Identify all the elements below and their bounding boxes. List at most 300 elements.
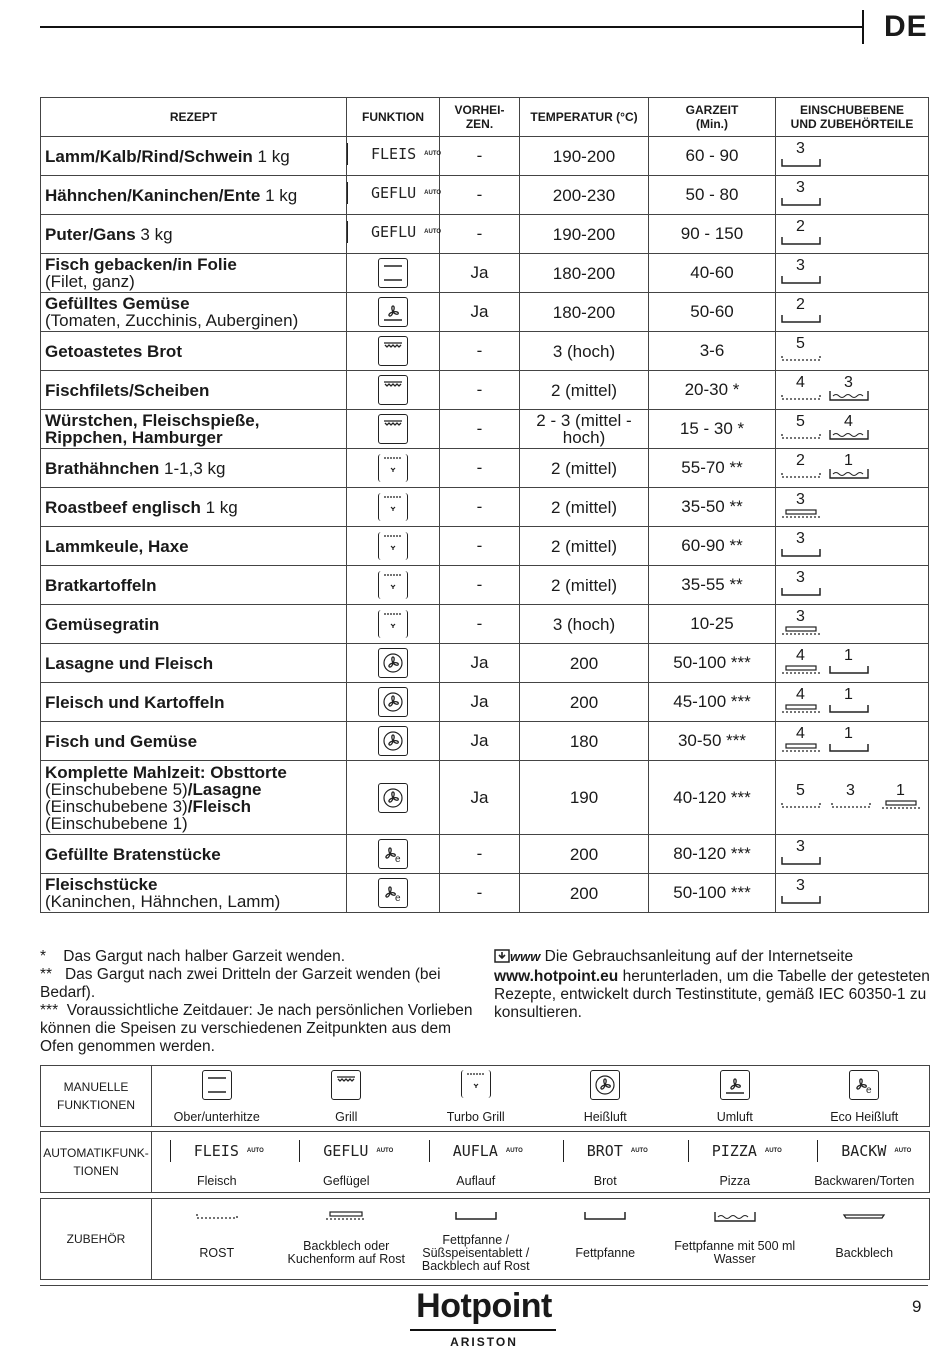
shelf-level: 3 — [796, 140, 805, 157]
time-cell: 60-90 ** — [649, 527, 776, 566]
grill-icon — [378, 336, 408, 366]
time-cell: 50 - 80 — [649, 176, 776, 215]
recipe-name: Lammkeule, Haxe — [45, 536, 189, 556]
function-cell — [347, 215, 440, 254]
download-icon — [494, 949, 510, 968]
legend-manual — [40, 1065, 930, 1127]
accessory-water-icon — [670, 1211, 800, 1223]
preheat-cell: - — [440, 874, 520, 913]
recipe-name: Gemüsegratin — [45, 614, 160, 634]
legend-label: Pizza — [719, 1174, 751, 1188]
auto-code: FLEIS — [193, 1142, 239, 1160]
recipe-cell — [41, 527, 347, 566]
shelf-level: 3 — [846, 781, 855, 799]
time-cell: 40-120 *** — [649, 761, 776, 835]
legend-item — [670, 1066, 800, 1126]
legend-label: Auflauf — [456, 1174, 496, 1188]
legend-item — [541, 1132, 671, 1192]
function-cell — [347, 874, 440, 913]
table-row — [41, 137, 929, 176]
legend-label: Fettpfanne — [575, 1245, 636, 1260]
time-cell: 60 - 90 — [649, 137, 776, 176]
function-cell — [347, 566, 440, 605]
shelf-diagram — [776, 875, 928, 911]
legend-item — [541, 1199, 671, 1279]
shelf-level: 3 — [796, 257, 805, 274]
legend-label: ROST — [199, 1245, 235, 1260]
table-row — [41, 449, 929, 488]
auto-tag: AUTO — [424, 150, 442, 157]
recipe-cell — [41, 137, 347, 176]
shelf-level: 3 — [796, 569, 805, 586]
recipe-cell — [41, 332, 347, 371]
shelf-level: 3 — [796, 608, 805, 625]
shelf-diagram — [776, 567, 928, 603]
col-rezept: REZEPT — [41, 98, 347, 137]
svg-text:e: e — [395, 854, 401, 865]
auto-tag: AUTO — [505, 1148, 523, 1154]
col-temperatur: TEMPERATUR (°C) — [520, 98, 649, 137]
time-cell: 50-100 *** — [649, 874, 776, 913]
shelf-level: 1 — [896, 781, 905, 799]
recipe-cell — [41, 215, 347, 254]
recipe-weight: 1-1,3 kg — [159, 458, 226, 478]
auto-program-icon — [299, 1140, 393, 1162]
accessory-backrost-icon — [282, 1211, 412, 1221]
bracket-icon — [299, 1140, 303, 1162]
shelf-level: 1 — [844, 686, 853, 703]
legend-label: Backblech oder Kuchenform auf Rost — [287, 1239, 405, 1266]
table-row — [41, 293, 929, 332]
recipe-name: Bratkartoffeln — [45, 575, 157, 595]
shelf-diagram — [776, 528, 928, 564]
recipe-name: Roastbeef englisch — [45, 497, 201, 517]
auto-tag: AUTO — [424, 189, 442, 196]
temperature-cell: 200 — [520, 683, 649, 722]
turbo-grill-icon — [378, 610, 408, 638]
legend-item — [541, 1066, 671, 1126]
recipe-name: Hähnchen/Kaninchen/Ente — [45, 185, 261, 205]
preheat-cell: Ja — [440, 293, 520, 332]
preheat-cell: - — [440, 332, 520, 371]
recipe-detail: (Einschubebene 1) — [45, 813, 188, 833]
www-tag: www — [510, 949, 541, 964]
header-rule — [40, 26, 862, 28]
auto-tag: AUTO — [764, 1148, 782, 1154]
time-cell: 20-30 * — [649, 371, 776, 410]
table-row — [41, 215, 929, 254]
shelf-level: 5 — [796, 413, 805, 430]
table-row — [41, 176, 929, 215]
temperature-cell: 2 - 3 (mittel - hoch) — [520, 410, 649, 449]
time-cell: 10-25 — [649, 605, 776, 644]
function-cell — [347, 410, 440, 449]
recipe-name: Komplette Mahlzeit: Obsttorte — [45, 762, 287, 782]
grill-icon — [378, 414, 408, 444]
legend-label: Turbo Grill — [446, 1110, 505, 1124]
temperature-cell: 3 (hoch) — [520, 605, 649, 644]
temperature-cell: 2 (mittel) — [520, 488, 649, 527]
auto-tag: AUTO — [630, 1148, 648, 1154]
shelf-level: 3 — [796, 838, 805, 855]
legend-label: Brot — [593, 1174, 617, 1188]
shelf-diagram — [776, 294, 928, 330]
shelf-diagram — [776, 489, 928, 525]
legend-item — [152, 1132, 282, 1192]
recipe-name: Fleischstücke — [45, 875, 158, 894]
legend-item — [411, 1066, 541, 1126]
shelf-diagram — [776, 177, 928, 213]
recipe-cell — [41, 874, 347, 913]
shelf-cell — [776, 761, 929, 835]
shelf-level: 4 — [796, 686, 805, 703]
table-row — [41, 527, 929, 566]
time-cell: 50-100 *** — [649, 644, 776, 683]
shelf-level: 4 — [796, 374, 805, 391]
shelf-cell — [776, 644, 929, 683]
preheat-cell: - — [440, 371, 520, 410]
convection-icon — [720, 1070, 750, 1100]
recipe-cell — [41, 683, 347, 722]
time-cell: 90 - 150 — [649, 215, 776, 254]
recipe-name: Würstchen, Fleischspieße, Rippchen, Hamburger — [45, 411, 260, 447]
auto-tag: AUTO — [376, 1148, 394, 1154]
auto-program-icon — [429, 1140, 523, 1162]
preheat-cell: Ja — [440, 761, 520, 835]
legend-label: Backwaren/Torten — [814, 1174, 915, 1188]
preheat-cell: - — [440, 527, 520, 566]
recipe-name: Fleisch und Kartoffeln — [45, 692, 225, 712]
legend-label: Backblech — [835, 1245, 894, 1260]
preheat-cell: - — [440, 488, 520, 527]
temperature-cell: 180 — [520, 722, 649, 761]
legend-item — [670, 1132, 800, 1192]
shelf-cell — [776, 176, 929, 215]
auto-program-icon — [170, 1140, 264, 1162]
shelf-cell — [776, 293, 929, 332]
recipe-cell — [41, 566, 347, 605]
function-cell — [347, 683, 440, 722]
function-cell — [347, 488, 440, 527]
shelf-level: 5 — [796, 335, 805, 352]
preheat-cell: - — [440, 137, 520, 176]
accessory-sheet-icon — [800, 1211, 930, 1221]
recipe-cell — [41, 761, 347, 835]
footnote-3: *** Voraussichtliche Zeitdauer: Je nach persönlichen Vorlieben können die Speisen zu verschiedenen Zeitpunkten aus dem Ofen genommen werden. — [40, 1002, 477, 1055]
recipe-name: Brathähnchen — [45, 458, 160, 478]
footnote-1: * Das Gargut nach halber Garzeit wenden. — [40, 948, 345, 965]
turbo-grill-icon — [461, 1070, 491, 1098]
auto-tag: AUTO — [894, 1148, 912, 1154]
shelf-level: 3 — [844, 374, 853, 391]
recipe-weight: 1 kg — [200, 497, 238, 517]
bracket-icon — [817, 1140, 821, 1162]
shelf-level: 4 — [796, 725, 805, 742]
function-cell — [347, 722, 440, 761]
auto-code: BACKW — [841, 1142, 887, 1160]
shelf-cell — [776, 488, 929, 527]
shelf-diagram — [776, 411, 928, 447]
preheat-cell: - — [440, 605, 520, 644]
auto-program-icon — [563, 1140, 648, 1162]
brand-logo: Hotpoint — [416, 1287, 552, 1325]
table-row — [41, 874, 929, 913]
footnotes — [40, 948, 480, 1056]
legend-item — [282, 1132, 412, 1192]
shelf-diagram — [776, 372, 928, 408]
preheat-cell: - — [440, 835, 520, 874]
recipe-cell — [41, 293, 347, 332]
recipe-cell — [41, 644, 347, 683]
footnote-2: ** Das Gargut nach zwei Dritteln der Garzeit wenden (bei Bedarf). — [40, 966, 445, 1001]
legend-auto — [40, 1131, 930, 1193]
legend-label: Fettpfanne mit 500 ml Wasser — [674, 1239, 796, 1266]
recipe-cell — [41, 371, 347, 410]
legend-item — [152, 1066, 282, 1126]
auto-program-icon — [347, 221, 441, 243]
auto-code: AUFLA — [452, 1142, 498, 1160]
time-cell: 35-50 ** — [649, 488, 776, 527]
shelf-level: 3 — [796, 530, 805, 547]
table-row — [41, 722, 929, 761]
turbo-grill-icon — [378, 571, 408, 599]
legend-label: Eco Heißluft — [830, 1110, 899, 1124]
recipe-name: Puter/Gans — [45, 224, 136, 244]
shelf-diagram — [776, 645, 928, 681]
auto-code: FLEIS — [371, 144, 417, 163]
recipe-weight: 1 kg — [252, 146, 290, 166]
fan-heat-icon — [378, 726, 408, 756]
shelf-diagram — [776, 333, 928, 369]
shelf-level: 4 — [844, 413, 853, 430]
recipe-detail: (Einschubebene 3) — [45, 796, 188, 816]
shelf-diagram — [776, 606, 928, 642]
legend-label: Geflügel — [322, 1174, 370, 1188]
recipe-name: Gefülltes Gemüse — [45, 294, 190, 313]
recipe-detail: (Kaninchen, Hähnchen, Lamm) — [45, 892, 281, 911]
preheat-cell: - — [440, 410, 520, 449]
temperature-cell: 2 (mittel) — [520, 449, 649, 488]
table-row — [41, 254, 929, 293]
auto-tag: AUTO — [424, 228, 442, 235]
recipe-cell — [41, 449, 347, 488]
shelf-cell — [776, 215, 929, 254]
shelf-diagram — [776, 450, 928, 486]
table-row — [41, 761, 929, 835]
shelf-level: 2 — [796, 296, 805, 313]
fan-heat-icon — [590, 1070, 620, 1100]
web-rest: herunterladen, um die Tabelle der getesteten Rezepte, entwickelt durch Testinstitute, gemäß IEC 60350-1 zu konsultieren. — [494, 968, 930, 1021]
table-row — [41, 605, 929, 644]
temperature-cell: 2 (mittel) — [520, 566, 649, 605]
preheat-cell: - — [440, 449, 520, 488]
col-einschub: EINSCHUBEBENE UND ZUBEHÖRTEILE — [776, 98, 929, 137]
recipe-cell — [41, 254, 347, 293]
function-cell — [347, 527, 440, 566]
function-cell — [347, 332, 440, 371]
table-row — [41, 644, 929, 683]
temperature-cell: 2 (mittel) — [520, 371, 649, 410]
recipe-detail: (Tomaten, Zucchinis, Auberginen) — [45, 311, 299, 330]
table-row — [41, 566, 929, 605]
shelf-level: 1 — [844, 725, 853, 742]
time-cell: 40-60 — [649, 254, 776, 293]
eco-fan-icon — [378, 839, 408, 869]
table-header-row — [41, 98, 929, 137]
recipe-name: Fischfilets/Scheiben — [45, 380, 210, 400]
col-funktion: FUNKTION — [347, 98, 440, 137]
preheat-cell: Ja — [440, 254, 520, 293]
function-cell — [347, 176, 440, 215]
legend-label: Fettpfanne / Süßspeisentablett / Backblech auf Rost — [421, 1232, 530, 1273]
recipe-table — [40, 97, 929, 913]
preheat-cell: - — [440, 215, 520, 254]
legend-item — [152, 1199, 282, 1279]
legend-label: Ober/unterhitze — [173, 1110, 260, 1124]
temperature-cell: 190-200 — [520, 137, 649, 176]
temperature-cell: 190 — [520, 761, 649, 835]
recipe-weight: 1 kg — [260, 185, 298, 205]
page-number: 9 — [912, 1297, 922, 1316]
eco-fan-icon — [378, 878, 408, 908]
shelf-level: 1 — [844, 647, 853, 664]
shelf-cell — [776, 683, 929, 722]
time-cell: 80-120 *** — [649, 835, 776, 874]
turbo-grill-icon — [378, 493, 408, 521]
time-cell: 3-6 — [649, 332, 776, 371]
web-url[interactable]: www.hotpoint.eu — [494, 968, 619, 985]
time-cell: 15 - 30 * — [649, 410, 776, 449]
legend-item — [282, 1199, 412, 1279]
legend-label: Heißluft — [583, 1110, 627, 1124]
function-cell — [347, 835, 440, 874]
shelf-diagram — [776, 216, 928, 252]
auto-program-icon — [347, 143, 441, 165]
legend-label: Grill — [335, 1110, 358, 1124]
bracket-icon — [347, 221, 351, 243]
table-row — [41, 683, 929, 722]
shelf-cell — [776, 874, 929, 913]
legend-item — [411, 1132, 541, 1192]
auto-code: GEFLU — [371, 222, 417, 241]
bracket-icon — [688, 1140, 692, 1162]
table-row — [41, 835, 929, 874]
bracket-icon — [347, 182, 351, 204]
turbo-grill-icon — [378, 454, 408, 482]
auto-code: GEFLU — [371, 183, 417, 202]
shelf-cell — [776, 835, 929, 874]
shelf-diagram — [776, 684, 928, 720]
preheat-cell: - — [440, 176, 520, 215]
shelf-cell — [776, 137, 929, 176]
legend-item — [800, 1066, 930, 1126]
recipe-name: Fisch und Gemüse — [45, 731, 198, 751]
fan-heat-icon — [378, 648, 408, 678]
auto-program-icon — [347, 182, 441, 204]
convection-icon — [378, 297, 408, 327]
auto-tag: AUTO — [246, 1148, 264, 1154]
preheat-cell: - — [440, 566, 520, 605]
temperature-cell: 3 (hoch) — [520, 332, 649, 371]
time-cell: 30-50 *** — [649, 722, 776, 761]
auto-program-icon — [817, 1140, 911, 1162]
legend-manual-title: MANUELLE FUNKTIONEN — [41, 1066, 152, 1126]
shelf-level: 5 — [796, 781, 805, 799]
web-lead: Die Gebrauchsanleitung auf der Internetseite — [540, 948, 854, 965]
col-garzeit: GARZEIT (Min.) — [649, 98, 776, 137]
temperature-cell: 200 — [520, 874, 649, 913]
shelf-diagram — [776, 836, 928, 872]
function-cell — [347, 254, 440, 293]
top-bottom-heat-icon — [202, 1070, 232, 1100]
recipe-detail: /Fleisch — [187, 796, 252, 816]
recipe-name: Gefüllte Bratenstücke — [45, 844, 221, 864]
recipe-detail: /Lasagne — [187, 779, 262, 799]
accessory-pan-icon — [541, 1211, 671, 1221]
table-row — [41, 332, 929, 371]
accessory-rost-icon — [152, 1211, 282, 1221]
shelf-cell — [776, 332, 929, 371]
temperature-cell: 200 — [520, 644, 649, 683]
recipe-name: Fisch gebacken/in Folie — [45, 255, 237, 274]
legend-label: Umluft — [716, 1110, 753, 1124]
bracket-icon — [347, 143, 351, 165]
shelf-level: 3 — [796, 179, 805, 196]
shelf-cell — [776, 254, 929, 293]
function-cell — [347, 137, 440, 176]
function-cell — [347, 293, 440, 332]
shelf-cell — [776, 449, 929, 488]
legend-item — [282, 1066, 412, 1126]
header-tick — [862, 10, 864, 44]
function-cell — [347, 605, 440, 644]
shelf-cell — [776, 566, 929, 605]
legend-accessories — [40, 1198, 930, 1280]
recipe-detail: (Filet, ganz) — [45, 272, 135, 291]
auto-code: PIZZA — [711, 1142, 757, 1160]
legend-item — [800, 1199, 930, 1279]
preheat-cell: Ja — [440, 683, 520, 722]
recipe-detail: (Einschubebene 5) — [45, 779, 188, 799]
temperature-cell: 200 — [520, 835, 649, 874]
turbo-grill-icon — [378, 532, 408, 560]
top-bottom-heat-icon — [378, 258, 408, 288]
temperature-cell: 2 (mittel) — [520, 527, 649, 566]
brand-rule — [410, 1329, 556, 1331]
fan-heat-icon — [378, 687, 408, 717]
recipe-name: Getoastetes Brot — [45, 341, 182, 361]
fan-heat-icon — [378, 783, 408, 813]
auto-program-icon — [688, 1140, 782, 1162]
grill-icon — [331, 1070, 361, 1100]
shelf-cell — [776, 605, 929, 644]
function-cell — [347, 644, 440, 683]
grill-icon — [378, 375, 408, 405]
recipe-cell — [41, 605, 347, 644]
temperature-cell: 200-230 — [520, 176, 649, 215]
shelf-level: 2 — [796, 452, 805, 469]
time-cell: 35-55 ** — [649, 566, 776, 605]
shelf-level: 2 — [796, 218, 805, 235]
shelf-cell — [776, 410, 929, 449]
shelf-level: 3 — [796, 491, 805, 508]
temperature-cell: 180-200 — [520, 293, 649, 332]
shelf-level: 3 — [796, 877, 805, 894]
temperature-cell: 180-200 — [520, 254, 649, 293]
recipe-weight: 3 kg — [135, 224, 173, 244]
bracket-icon — [429, 1140, 433, 1162]
language-label: DE — [884, 10, 928, 43]
